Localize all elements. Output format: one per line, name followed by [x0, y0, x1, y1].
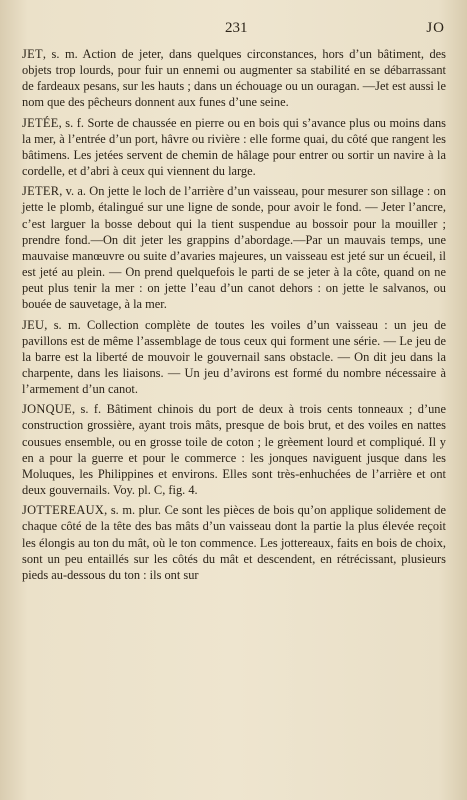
headword: JOTTEREAUX [22, 503, 105, 518]
entry-jonque [22, 401, 446, 498]
headword: JETER [22, 184, 60, 199]
entry-text: , v. a. On jette le loch de l’arrière d’un vaisseau, pour mesurer son sillage : on jette le plomb, étalingué sur une ligne de sonde, pour avoir le fond. — Jeter l’ancre, c’est larguer la bosse debout qui la tient suspendue au bossoir pour la mouiller ; prendre fond.—On dit jeter les grappins d’abordage.—Par un mauvais temps, une mauvaise manœuvre ou suite d’avaries majeures, un vaisseau est jeté sur un écueil, il est jeté au plein. — On prend quelquefois le parti de se jeter à la côte, quand on ne peut plus tenir la mer : on jette l’eau d’un canot dehors : on jette le salvanos, ou bouée de sauvetage, à la mer. [22, 184, 446, 312]
headword: JETÉE [22, 115, 59, 130]
entry-jeter [22, 183, 446, 312]
entry-text: , s. m. plur. Ce sont les pièces de bois qu’on applique solidement de chaque côté de la tête des bas mâts d’un vaisseau dont la partie la plus élevée reçoit les élongis au ton du mât, où le ton commence. Les jottereaux, faits en bois de choix, sont un peu entaillés sur les côtés du mât et descendent, en rétrécissant, plusieurs pieds au-dessous du ton : ils ont sur [22, 503, 446, 582]
entry-text: , s. m. Collection complète de toutes les voiles d’un vaisseau : un jeu de pavillons est de même l’assemblage de tous ceux qui forment une série. — Le jeu de la barre est la liberté de mouvoir le gouvernail sans obstacle. — On dit jeu dans la charpente, dans les liaisons. — Un jeu d’avirons est formé du nombre nécessaire à l’armement d’un canot. [22, 317, 446, 397]
entry-text: , s. m. Action de jeter, dans quelques circonstances, hors d’un bâtiment, des objets trop lourds, pour fuir un ennemi ou augmenter sa stabilité en se débarrassant de fardeaux pesans, sur les hauts ; dans un échouage ou un ouragan. —Jet est aussi le nom que des pêcheurs donnent aux funes d’une seine. [22, 47, 446, 110]
entry-jeu [22, 317, 446, 398]
entry-jottereaux [22, 502, 446, 583]
entry-text: , s. f. Sorte de chaussée en pierre ou en bois qui s’avance plus ou moins dans la mer, à l’entrée d’un port, hâvre ou rivière : elle forme quai, du côté que rangent les bâtimens. Les jetées servent de chemin de hâlage pour entrer ou sortir un navire à la cordelle, et d’abri à ceux qui viennent du large. [22, 115, 446, 179]
headword: JET [22, 47, 43, 61]
page-header [40, 20, 445, 40]
dictionary-body [22, 46, 446, 587]
headword: JEU [22, 317, 45, 332]
page-number: 231 [225, 20, 248, 36]
running-head: JO [426, 20, 445, 36]
entry-jet [22, 46, 446, 111]
entry-jetee [22, 115, 446, 180]
headword: JONQUE [22, 402, 72, 417]
entry-text: , s. f. Bâtiment chinois du port de deux à trois cents tonneaux ; d’une construction grossière, ayant trois mâts, presque de bois brut, et des voiles en nattes cousues ensemble, ou en grosse toile de coton ; le grèement lourd et compliqué. Il y en a pour la guerre et pour le commerce : les jonques naviguent jusque dans les Moluques, les Philippines et environs. Elles sont très-enhuchées de l’arrière et ont deux gouvernails. Voy. pl. C, fig. 4. [22, 402, 446, 498]
